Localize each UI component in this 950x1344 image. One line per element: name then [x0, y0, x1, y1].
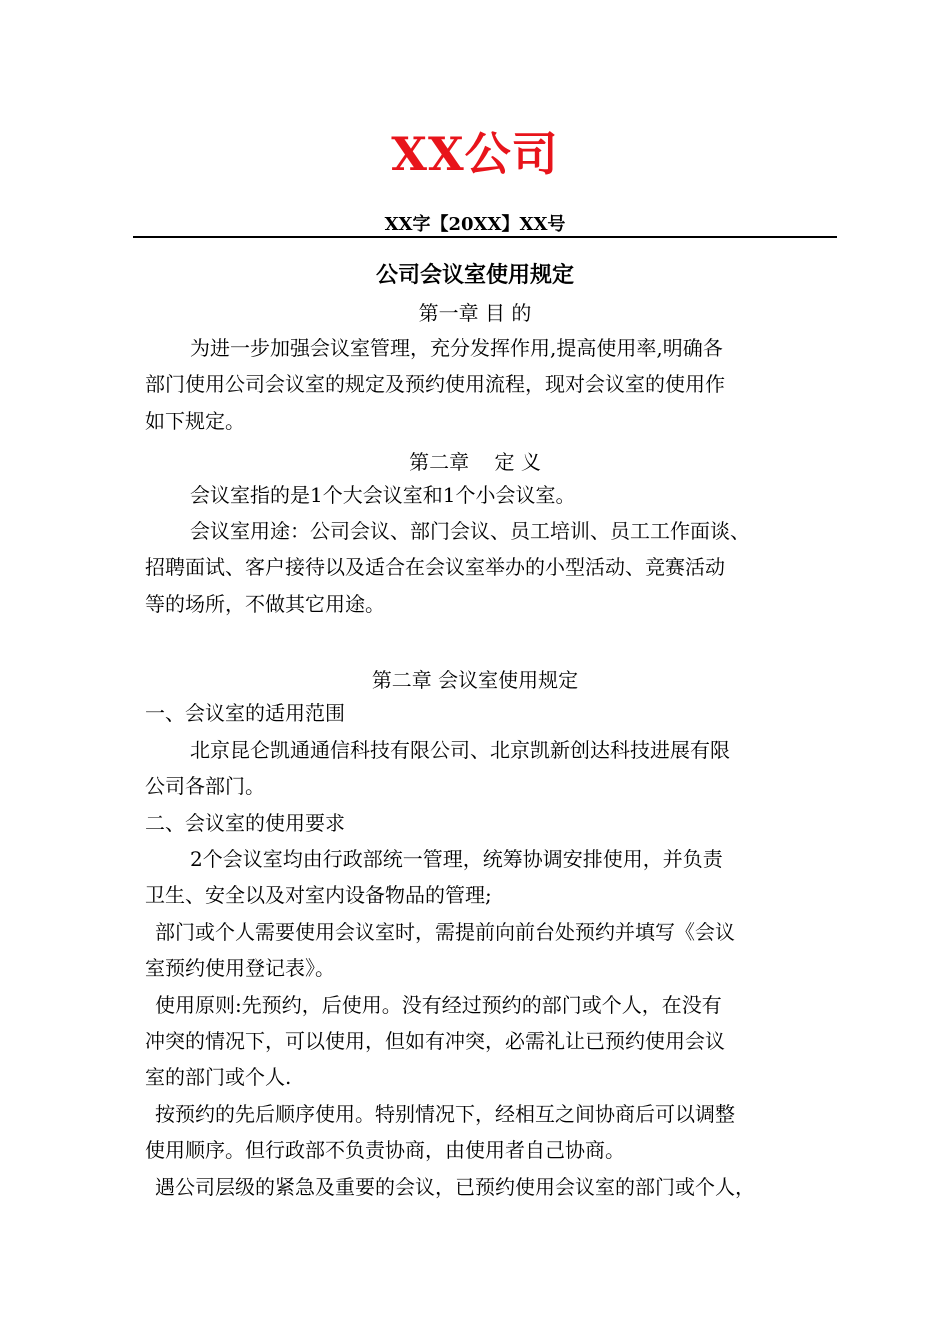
chapter-2-heading: [0, 446, 950, 475]
paragraph-line: 卫生、安全以及对室内设备物品的管理;: [145, 883, 492, 907]
paragraph-line: 为进一步加强会议室管理，充分发挥作用,提高使用率,明确各: [190, 336, 723, 360]
paragraph-line: 使用顺序。但行政部不负责协商，由使用者自己协商。: [145, 1138, 625, 1162]
paragraph-line: 室的部门或个人.: [145, 1065, 292, 1089]
section-1-heading: 一、会议室的适用范围: [145, 701, 345, 725]
paragraph-line: 使用原则:先预约，后使用。没有经过预约的部门或个人，在没有: [155, 993, 722, 1017]
paragraph-line: 如下规定。: [145, 409, 245, 433]
paragraph-line: 北京昆仑凯通通信科技有限公司、北京凯新创达科技进展有限: [190, 738, 730, 762]
paragraph-line: 公司各部门。: [145, 774, 265, 798]
paragraph-line: 会议室用途：公司会议、部门会议、员工培训、员工工作面谈、: [190, 519, 750, 543]
chapter-1-heading: 第一章 目 的: [418, 301, 532, 325]
paragraph-line: 会议室指的是1个大会议室和1个小会议室。: [190, 483, 576, 507]
chapter-3-heading: 第二章 会议室使用规定: [371, 668, 579, 692]
company-name: XX公司: [391, 127, 559, 181]
header-divider: [133, 236, 837, 238]
paragraph-line: 室预约使用登记表》。: [145, 956, 335, 980]
paragraph-line: 遇公司层级的紧急及重要的会议，已预约使用会议室的部门或个人，: [155, 1175, 755, 1199]
document-title: 公司会议室使用规定: [375, 262, 574, 288]
paragraph-line: 部门或个人需要使用会议室时，需提前向前台处预约并填写《会议: [155, 920, 735, 944]
paragraph-line: 2个会议室均由行政部统一管理，统筹协调安排使用，并负责: [190, 847, 723, 871]
chapter-2-heading-text: 第二章 定 义: [409, 450, 541, 474]
paragraph-line: 等的场所，不做其它用途。: [145, 592, 385, 616]
paragraph-line: 招聘面试、客户接待以及适合在会议室举办的小型活动、竞赛活动: [145, 555, 725, 579]
paragraph-line: 按预约的先后顺序使用。特别情况下，经相互之间协商后可以调整: [155, 1102, 735, 1126]
paragraph-line: 冲突的情况下，可以使用，但如有冲突，必需礼让已预约使用会议: [145, 1029, 725, 1053]
paragraph-line: 部门使用公司会议室的规定及预约使用流程，现对会议室的使用作: [145, 372, 725, 396]
section-2-heading: 二、会议室的使用要求: [145, 811, 345, 835]
document-number: XX字【20XX】XX号: [384, 214, 566, 235]
